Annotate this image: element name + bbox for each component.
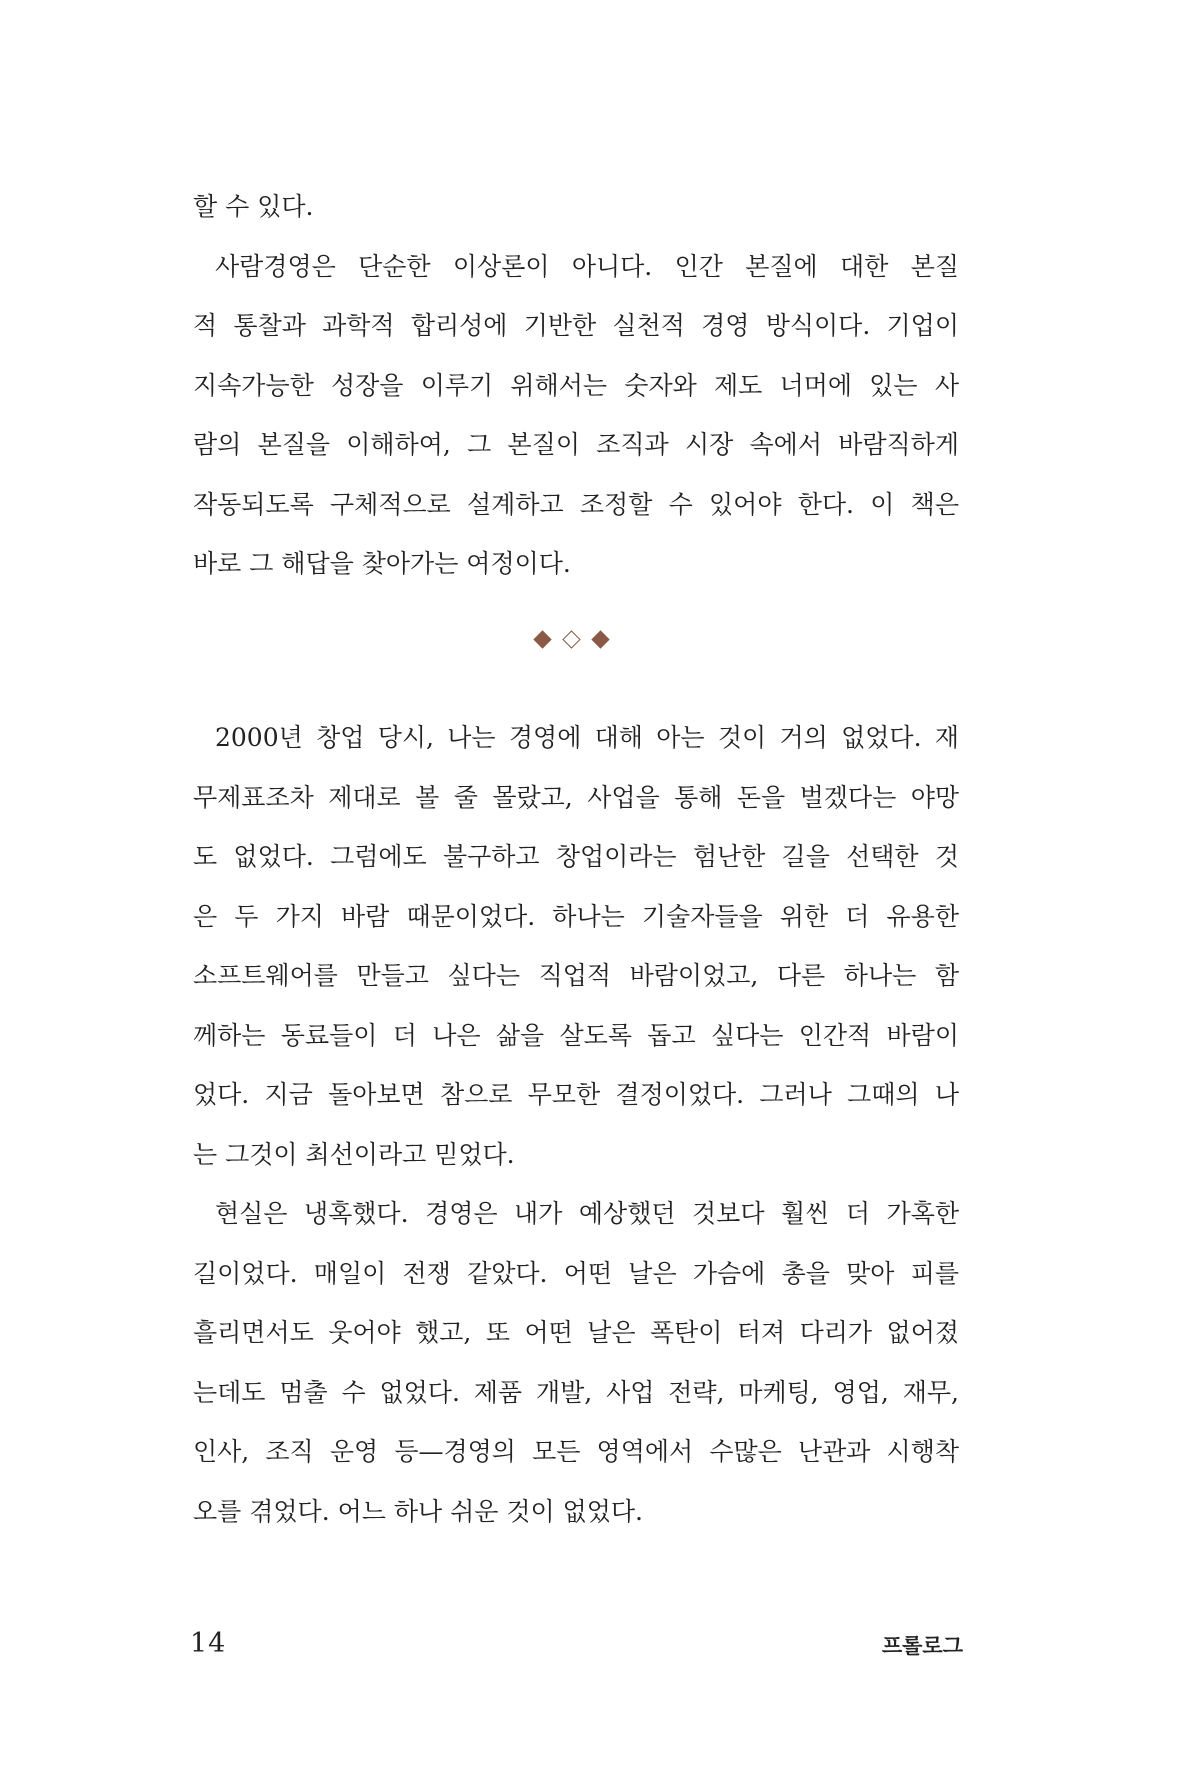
text-line: 현실은 냉혹했다. 경영은 내가 예상했던 것보다 훨씬 더 가혹한 — [215, 1199, 959, 1228]
text-line: 할 수 있다. — [193, 192, 314, 221]
text-line: 람의 본질을 이해하여, 그 본질이 조직과 시장 속에서 바람직하게 — [193, 430, 959, 459]
body-text-section-1 — [193, 177, 959, 594]
text-line: 오를 겪었다. 어느 하나 쉬운 것이 없었다. — [193, 1496, 643, 1526]
section-divider-ornament — [533, 627, 623, 651]
text-line: 인사, 조직 운영 등—경영의 모든 영역에서 수많은 난관과 시행착 — [193, 1437, 959, 1466]
text-line: 는데도 멈출 수 없었다. 제품 개발, 사업 전략, 마케팅, 영업, 재무, — [193, 1377, 959, 1407]
filled-diamond-icon — [533, 630, 551, 648]
text-line: 사람경영은 단순한 이상론이 아니다. 인간 본질에 대한 본질 — [215, 251, 959, 281]
text-line: 바로 그 해답을 찾아가는 여정이다. — [193, 549, 571, 578]
filled-diamond-icon — [591, 630, 609, 648]
text-line: 2000년 창업 당시, 나는 경영에 대해 아는 것이 거의 없었다. 재 — [215, 723, 959, 752]
text-line: 는 그것이 최선이라고 믿었다. — [193, 1139, 515, 1169]
text-line: 었다. 지금 돌아보면 참으로 무모한 결정이었다. 그러나 그때의 나 — [193, 1080, 959, 1109]
text-line: 작동되도록 구체적으로 설계하고 조정할 수 있어야 한다. 이 책은 — [193, 489, 959, 519]
text-line: 께하는 동료들이 더 나은 삶을 살도록 돕고 싶다는 인간적 바람이 — [193, 1020, 959, 1050]
text-line: 무제표조차 제대로 볼 줄 몰랐고, 사업을 통해 돈을 벌겠다는 야망 — [193, 782, 959, 812]
text-line: 적 통찰과 과학적 합리성에 기반한 실천적 경영 방식이다. 기업이 — [193, 311, 959, 340]
text-line: 은 두 가지 바람 때문이었다. 하나는 기술자들을 위한 더 유용한 — [193, 901, 959, 931]
body-text-section-2 — [193, 708, 959, 1541]
running-section-title: 프롤로그 — [881, 1634, 963, 1658]
text-line: 지속가능한 성장을 이루기 위해서는 숫자와 제도 너머에 있는 사 — [193, 370, 959, 400]
hollow-diamond-icon — [562, 630, 580, 648]
text-line: 흘리면서도 웃어야 했고, 또 어떤 날은 폭탄이 터져 다리가 없어졌 — [193, 1318, 959, 1347]
text-line: 도 없었다. 그럼에도 불구하고 창업이라는 험난한 길을 선택한 것 — [193, 842, 959, 871]
text-line: 소프트웨어를 만들고 싶다는 직업적 바람이었고, 다른 하나는 함 — [193, 961, 959, 990]
page-number: 14 — [190, 1628, 227, 1659]
text-line: 길이었다. 매일이 전쟁 같았다. 어떤 날은 가슴에 총을 맞아 피를 — [193, 1258, 959, 1288]
